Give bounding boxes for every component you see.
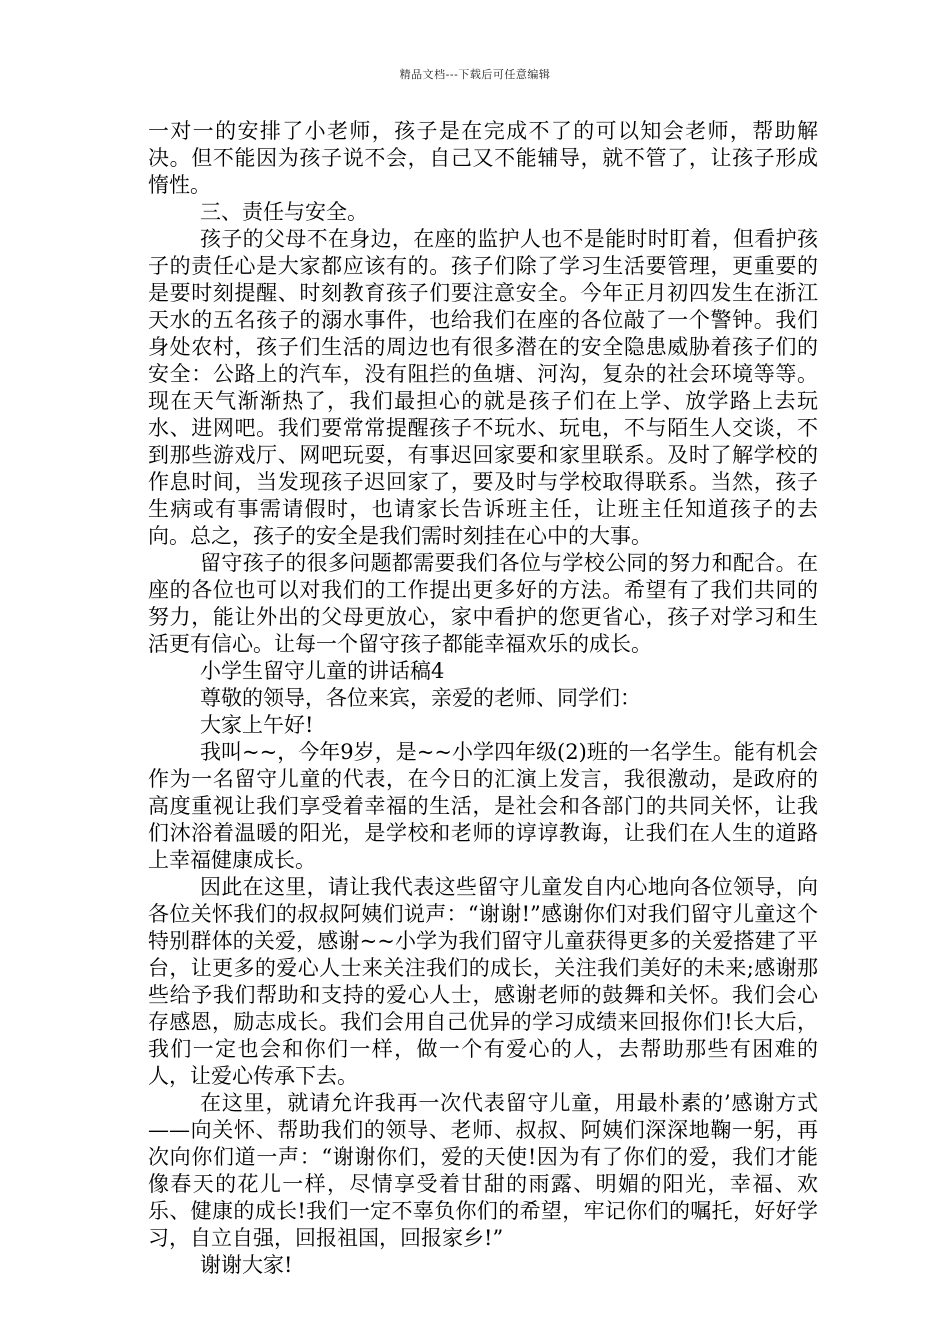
paragraph-gratitude: 在这里，就请允许我再一次代表留守儿童，用最朴素的’感谢方式——向关怀、帮助我们的领导、老师、叔叔、阿姨们深深地鞠一躬，再次向你们道一声：“谢谢你们，爱的天使!因为有了你们的爱，我们才能像春天的花儿一样，尽情享受着甘甜的雨露、明媚的阳光，幸福、欢乐、健康的成长!我们一定不辜负你们的希望，牢记你们的嘱托，好好学习，自立自强，回报祖国，回报家乡!” xyxy=(148,1091,818,1250)
section-heading-safety: 三、责任与安全。 xyxy=(200,200,368,224)
speech-closing: 谢谢大家! xyxy=(200,1253,293,1277)
paragraph-thanks: 因此在这里，请让我代表这些留守儿童发自内心地向各位领导，向各位关怀我们的叔叔阿姨们说声：“谢谢!”感谢你们对我们留守儿童这个特别群体的关爱，感谢~~小学为我们留守儿童获得更多的关爱搭建了平台，让更多的爱心人士来关注我们的成长，关注我们美好的未来;感谢那些给予我们帮助和支持的爱心人士，感谢老师的鼓舞和关怀。我们会心存感恩，励志成长。我们会用自己优异的学习成绩来回报你们!长大后，我们一定也会和你们一样，做一个有爱心的人，去帮助那些有困难的人，让爱心传承下去。 xyxy=(148,875,818,1088)
speech-title: 小学生留守儿童的讲话稿4 xyxy=(200,659,445,683)
paragraph-cooperation: 留守孩子的很多问题都需要我们各位与学校公同的努力和配合。在座的各位也可以对我们的工作提出更多好的方法。希望有了我们共同的努力，能让外出的父母更放心，家中看护的您更省心，孩子对学习和生活更有信心。让每一个留守孩子都能幸福欢乐的成长。 xyxy=(148,551,818,656)
document-body xyxy=(148,118,818,1279)
page-header: 精品文档---下载后可任意编辑 xyxy=(399,68,551,81)
paragraph-continuation: 一对一的安排了小老师，孩子是在完成不了的可以知会老师，帮助解决。但不能因为孩子说不会，自己又不能辅导，就不管了，让孩子形成惰性。 xyxy=(148,119,818,197)
speech-salutation: 尊敬的领导，各位来宾，亲爱的老师、同学们： xyxy=(200,686,641,710)
paragraph-introduction: 我叫~~，今年9岁，是~~小学四年级(2)班的一名学生。能有机会作为一名留守儿童的代表，在今日的汇演上发言，我很激动，是政府的高度重视让我们享受着幸福的生活，是社会和各部门的共同关怀，让我们沐浴着温暖的阳光，是学校和老师的谆谆教诲，让我们在人生的道路上幸福健康成长。 xyxy=(148,740,818,872)
paragraph-safety: 孩子的父母不在身边，在座的监护人也不是能时时盯着，但看护孩子的责任心是大家都应该有的。孩子们除了学习生活要管理，更重要的是要时刻提醒、时刻教育孩子们要注意安全。今年正月初四发生在浙江天水的五名孩子的溺水事件，也给我们在座的各位敲了一个警钟。我们身处农村，孩子们生活的周边也有很多潜在的安全隐患威胁着孩子们的安全：公路上的汽车，没有阻拦的鱼塘、河沟，复杂的社会环境等等。现在天气渐渐热了，我们最担心的就是孩子们在上学、放学路上去玩水、进网吧。我们要常常提醒孩子不玩水、玩电，不与陌生人交谈，不到那些游戏厅、网吧玩耍，有事迟回家要和家里联系。及时了解学校的作息时间，当发现孩子迟回家了，要及时与学校取得联系。当然，孩子生病或有事需请假时，也请家长告诉班主任，让班主任知道孩子的去向。总之，孩子的安全是我们需时刻挂在心中的大事。 xyxy=(148,227,818,548)
speech-greeting: 大家上午好! xyxy=(200,713,314,737)
